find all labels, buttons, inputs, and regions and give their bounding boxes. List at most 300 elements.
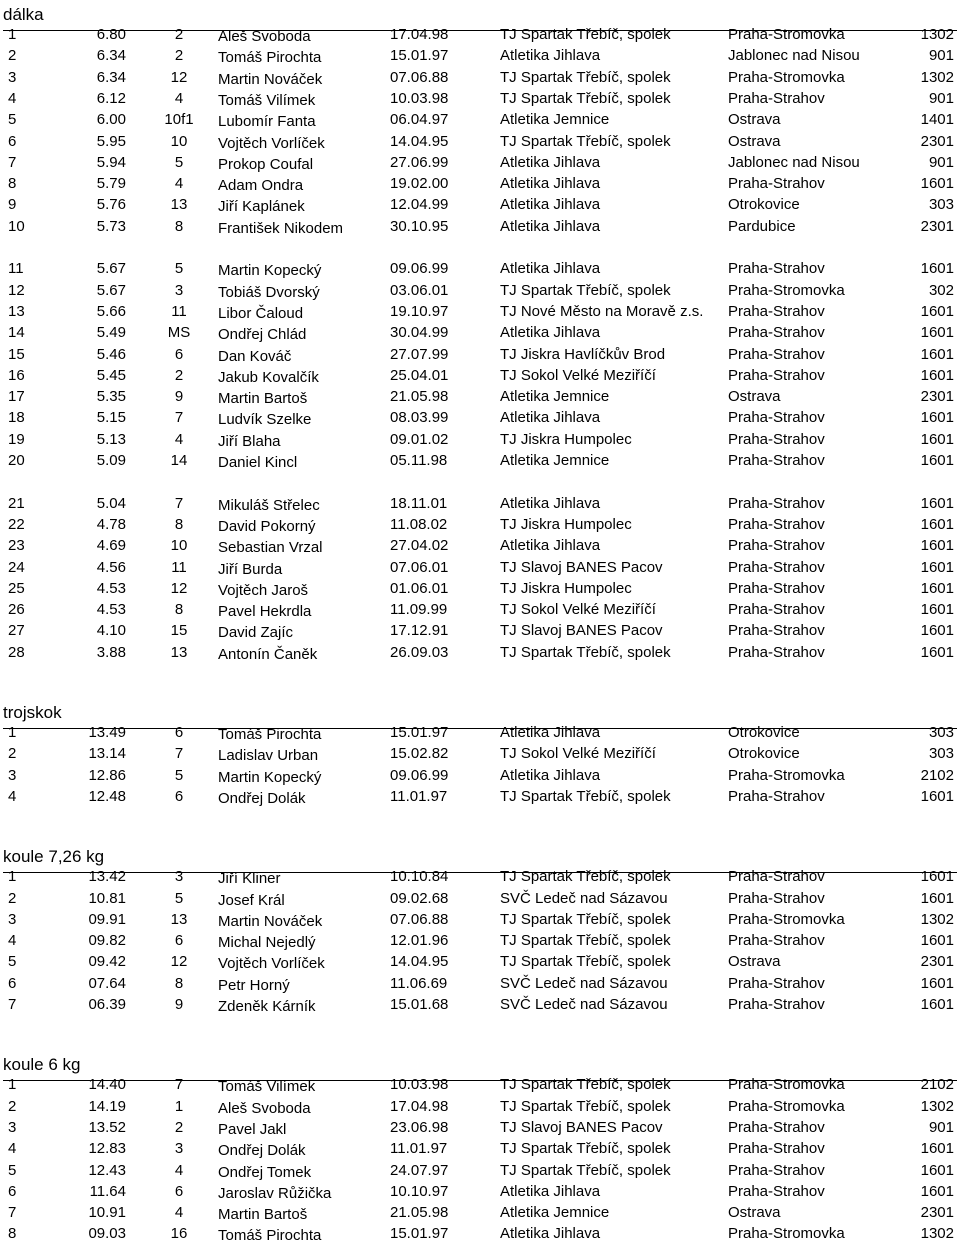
venue-cell: Praha-Strahov [728, 579, 825, 597]
points-cell: 1601 [920, 175, 954, 193]
venue-cell: Praha-Strahov [728, 1161, 825, 1179]
table-row [0, 909, 960, 930]
table-row [0, 1138, 960, 1159]
athlete-name-cell: František Nikodem [218, 219, 344, 237]
points-cell: 1601 [920, 324, 954, 342]
rank-cell: 5 [8, 953, 17, 971]
birth-date-cell: 30.04.99 [390, 324, 449, 342]
table-row [0, 45, 960, 66]
birth-date-cell: 10.10.84 [390, 868, 449, 886]
rank-cell: 2 [8, 47, 17, 65]
club-cell: TJ Spartak Třebíč, spolek [500, 868, 671, 886]
birth-date-cell: 21.05.98 [390, 1204, 449, 1222]
venue-cell: Praha-Strahov [728, 601, 825, 619]
birth-date-cell: 21.05.98 [390, 388, 449, 406]
birth-date-cell: 07.06.88 [390, 68, 449, 86]
venue-cell: Ostrava [728, 388, 781, 406]
venue-cell: Ostrava [728, 132, 781, 150]
venue-cell: Praha-Strahov [728, 787, 825, 805]
venue-cell: Praha-Stromovka [728, 68, 845, 86]
result-cell: 5.67 [96, 281, 126, 299]
birth-date-cell: 26.09.03 [390, 643, 449, 661]
birth-date-cell: 17.12.91 [390, 622, 449, 640]
birth-date-cell: 27.06.99 [390, 153, 449, 171]
points-cell: 2301 [920, 1204, 954, 1222]
venue-cell: Jablonec nad Nisou [728, 153, 860, 171]
bib-cell: 6 [174, 1182, 184, 1200]
birth-date-cell: 14.04.95 [390, 132, 449, 150]
bib-cell: 7 [174, 1076, 184, 1094]
birth-date-cell: 15.01.97 [390, 724, 449, 741]
bib-cell: 7 [174, 745, 184, 763]
result-cell: 12.48 [88, 787, 126, 805]
birth-date-cell: 06.04.97 [390, 111, 449, 129]
rank-cell: 12 [8, 281, 25, 299]
table-row [0, 535, 960, 556]
club-cell: SVČ Ledeč nad Sázavou [500, 996, 668, 1013]
points-cell: 1601 [920, 1182, 954, 1200]
points-cell: 1601 [920, 558, 954, 576]
venue-cell: Praha-Stromovka [728, 1076, 845, 1094]
points-cell: 1601 [920, 1161, 954, 1179]
athlete-name-cell: Zdeněk Kárník [218, 998, 316, 1015]
club-cell: Atletika Jemnice [500, 388, 610, 406]
birth-date-cell: 05.11.98 [390, 452, 448, 469]
athlete-name-cell: Michal Nejedlý [218, 934, 316, 952]
birth-date-cell: 30.10.95 [390, 217, 449, 235]
venue-cell: Praha-Stromovka [728, 766, 845, 784]
section-title: koule 6 kg [3, 1050, 957, 1081]
bib-cell: 12 [170, 68, 188, 86]
bib-cell: 5 [174, 766, 184, 784]
table-row [0, 994, 960, 1015]
rank-cell: 4 [8, 89, 17, 107]
result-cell: 5.04 [96, 494, 126, 512]
birth-date-cell: 15.01.97 [390, 1225, 449, 1243]
venue-cell: Praha-Strahov [728, 996, 825, 1013]
club-cell: TJ Jiskra Humpolec [500, 430, 632, 448]
athlete-name-cell: Martin Nováček [218, 912, 323, 930]
table-row [0, 429, 960, 450]
birth-date-cell: 11.06.69 [390, 974, 448, 992]
rank-cell: 16 [8, 366, 25, 384]
rank-cell: 3 [8, 1118, 17, 1136]
points-cell: 1601 [920, 974, 954, 992]
birth-date-cell: 19.10.97 [390, 302, 449, 320]
rank-cell: 3 [8, 910, 17, 928]
bib-cell: MS [167, 324, 191, 342]
points-cell: 1601 [920, 932, 954, 950]
club-cell: TJ Jiskra Humpolec [500, 515, 632, 533]
table-row [0, 557, 960, 578]
bib-cell: 4 [174, 430, 184, 448]
venue-cell: Praha-Strahov [728, 889, 825, 907]
birth-date-cell: 23.06.98 [390, 1118, 449, 1136]
result-cell: 10.81 [88, 889, 126, 907]
athlete-name-cell: Ondřej Tomek [218, 1163, 312, 1181]
venue-cell: Praha-Strahov [728, 409, 825, 427]
table-row [0, 365, 960, 386]
venue-cell: Praha-Strahov [728, 622, 825, 640]
result-cell: 6.80 [96, 26, 126, 43]
birth-date-cell: 10.10.97 [390, 1182, 449, 1200]
table-row [0, 1117, 960, 1138]
rank-cell: 15 [8, 345, 25, 363]
athlete-name-cell: Martin Bartoš [218, 1206, 308, 1224]
athlete-name-cell: Ondřej Dolák [218, 789, 306, 807]
table-row [0, 280, 960, 301]
result-cell: 5.13 [96, 430, 126, 448]
table-row [0, 514, 960, 535]
table-row [0, 743, 960, 764]
result-cell: 4.53 [96, 601, 126, 619]
venue-cell: Praha-Strahov [728, 366, 825, 384]
bib-cell: 7 [174, 409, 184, 427]
points-cell: 1601 [920, 494, 954, 512]
points-cell: 1601 [920, 260, 954, 278]
athlete-name-cell: Vojtěch Jaroš [218, 581, 309, 599]
table-row [0, 344, 960, 365]
result-cell: 07.64 [88, 974, 126, 992]
points-cell: 1601 [920, 579, 954, 597]
athlete-name-cell: Martin Bartoš [218, 390, 308, 408]
club-cell: TJ Nové Město na Moravě z.s. [500, 302, 704, 320]
rank-cell: 21 [8, 494, 25, 512]
section-title: dálka [3, 0, 957, 31]
result-cell: 13.42 [88, 868, 126, 886]
club-cell: TJ Spartak Třebíč, spolek [500, 643, 671, 661]
points-cell: 901 [928, 47, 954, 65]
rank-cell: 6 [8, 974, 17, 992]
result-cell: 4.53 [96, 579, 126, 597]
rank-cell: 1 [8, 26, 17, 43]
venue-cell: Ostrava [728, 1204, 781, 1222]
result-cell: 09.03 [88, 1225, 126, 1243]
result-cell: 6.34 [96, 47, 126, 65]
bib-cell: 1 [174, 1097, 184, 1115]
bib-cell: 3 [174, 868, 184, 886]
result-cell: 5.45 [96, 366, 126, 384]
club-cell: TJ Spartak Třebíč, spolek [500, 910, 671, 928]
birth-date-cell: 09.02.68 [390, 889, 449, 907]
table-row [0, 1074, 960, 1095]
athlete-name-cell: Lubomír Fanta [218, 113, 316, 131]
rank-cell: 1 [8, 868, 17, 886]
bib-cell: 8 [174, 601, 184, 619]
venue-cell: Praha-Strahov [728, 515, 825, 533]
bib-cell: 13 [170, 643, 188, 661]
birth-date-cell: 25.04.01 [390, 366, 449, 384]
venue-cell: Ostrava [728, 111, 781, 129]
bib-cell: 4 [174, 1161, 184, 1179]
table-row [0, 24, 960, 45]
bib-cell: 11 [171, 558, 187, 576]
athlete-name-cell: Vojtěch Vorlíček [218, 955, 325, 973]
rank-cell: 6 [8, 1182, 17, 1200]
club-cell: Atletika Jihlava [500, 1182, 601, 1200]
venue-cell: Ostrava [728, 953, 781, 971]
club-cell: Atletika Jihlava [500, 1225, 601, 1243]
athlete-name-cell: Tomáš Pirochta [218, 49, 322, 67]
bib-cell: 11 [171, 302, 187, 320]
points-cell: 1601 [920, 452, 954, 469]
birth-date-cell: 09.06.99 [390, 260, 449, 278]
result-cell: 5.66 [96, 302, 126, 320]
points-cell: 1601 [920, 601, 954, 619]
rank-cell: 25 [8, 579, 25, 597]
venue-cell: Praha-Strahov [728, 89, 825, 107]
bib-cell: 3 [174, 281, 184, 299]
table-row [0, 1202, 960, 1223]
venue-cell: Praha-Strahov [728, 324, 825, 342]
table-row [0, 1160, 960, 1181]
birth-date-cell: 17.04.98 [390, 26, 449, 43]
table-row [0, 407, 960, 428]
club-cell: TJ Spartak Třebíč, spolek [500, 281, 671, 299]
club-cell: SVČ Ledeč nad Sázavou [500, 889, 668, 907]
table-row [0, 216, 960, 237]
athlete-name-cell: Sebastian Vrzal [218, 539, 323, 557]
birth-date-cell: 15.02.82 [390, 745, 449, 763]
birth-date-cell: 27.07.99 [390, 345, 449, 363]
athlete-name-cell: Tomáš Pirochta [218, 726, 322, 743]
athlete-name-cell: Pavel Jakl [218, 1120, 287, 1138]
result-cell: 5.95 [96, 132, 126, 150]
result-cell: 12.43 [88, 1161, 126, 1179]
table-row [0, 88, 960, 109]
rank-cell: 14 [8, 324, 25, 342]
birth-date-cell: 10.03.98 [390, 1076, 449, 1094]
club-cell: Atletika Jihlava [500, 494, 601, 512]
table-row [0, 1181, 960, 1202]
club-cell: TJ Sokol Velké Meziříčí [500, 745, 656, 763]
table-row [0, 301, 960, 322]
bib-cell: 5 [174, 260, 184, 278]
rank-cell: 20 [8, 452, 25, 469]
athlete-name-cell: Ludvík Szelke [218, 411, 312, 429]
result-cell: 4.69 [96, 537, 126, 555]
result-cell: 6.00 [96, 111, 126, 129]
athlete-name-cell: Prokop Coufal [218, 155, 314, 173]
table-row [0, 450, 960, 471]
rank-cell: 1 [8, 1076, 17, 1094]
table-row [0, 722, 960, 743]
table-row [0, 930, 960, 951]
birth-date-cell: 19.02.00 [390, 175, 449, 193]
rank-cell: 3 [8, 68, 17, 86]
result-cell: 6.34 [96, 68, 126, 86]
result-cell: 5.94 [96, 153, 126, 171]
rank-cell: 19 [8, 430, 25, 448]
club-cell: Atletika Jihlava [500, 196, 601, 214]
venue-cell: Otrokovice [728, 724, 800, 741]
club-cell: TJ Sokol Velké Meziříčí [500, 601, 656, 619]
club-cell: TJ Spartak Třebíč, spolek [500, 89, 671, 107]
table-row [0, 888, 960, 909]
result-cell: 5.15 [96, 409, 126, 427]
club-cell: Atletika Jihlava [500, 324, 601, 342]
club-cell: Atletika Jihlava [500, 175, 601, 193]
points-cell: 1601 [920, 643, 954, 661]
birth-date-cell: 07.06.88 [390, 910, 449, 928]
birth-date-cell: 08.03.99 [390, 409, 449, 427]
bib-cell: 5 [174, 889, 184, 907]
points-cell: 1601 [920, 430, 954, 448]
table-row [0, 322, 960, 343]
result-cell: 12.83 [88, 1140, 126, 1158]
result-cell: 09.91 [88, 910, 126, 928]
club-cell: Atletika Jihlava [500, 409, 601, 427]
points-cell: 1601 [920, 787, 954, 805]
club-cell: TJ Slavoj BANES Pacov [500, 1118, 663, 1136]
bib-cell: 5 [174, 153, 184, 171]
athlete-name-cell: Pavel Hekrdla [218, 603, 312, 621]
bib-cell: 6 [174, 345, 184, 363]
result-cell: 5.67 [96, 260, 126, 278]
rank-cell: 8 [8, 1225, 17, 1243]
venue-cell: Praha-Stromovka [728, 281, 845, 299]
club-cell: TJ Spartak Třebíč, spolek [500, 953, 671, 971]
birth-date-cell: 03.06.01 [390, 281, 449, 299]
bib-cell: 4 [174, 1204, 184, 1222]
birth-date-cell: 15.01.97 [390, 47, 449, 65]
rank-cell: 18 [8, 409, 25, 427]
table-row [0, 152, 960, 173]
venue-cell: Praha-Strahov [728, 558, 825, 576]
result-cell: 4.10 [96, 622, 126, 640]
rank-cell: 2 [8, 1097, 17, 1115]
table-row [0, 194, 960, 215]
venue-cell: Praha-Strahov [728, 430, 825, 448]
birth-date-cell: 17.04.98 [390, 1097, 449, 1115]
athlete-name-cell: Ladislav Urban [218, 747, 319, 765]
points-cell: 1302 [920, 910, 954, 928]
points-cell: 303 [928, 724, 954, 741]
athlete-name-cell: Libor Čaloud [218, 304, 304, 322]
birth-date-cell: 11.08.02 [390, 515, 448, 533]
venue-cell: Pardubice [728, 217, 796, 235]
club-cell: Atletika Jemnice [500, 111, 610, 129]
table-row [0, 109, 960, 130]
result-cell: 09.82 [88, 932, 126, 950]
venue-cell: Praha-Stromovka [728, 26, 845, 43]
bib-cell: 12 [170, 579, 188, 597]
athlete-name-cell: David Pokorný [218, 517, 316, 535]
club-cell: Atletika Jihlava [500, 537, 601, 555]
rank-cell: 24 [8, 558, 25, 576]
club-cell: TJ Spartak Třebíč, spolek [500, 787, 671, 805]
athlete-name-cell: Ondřej Dolák [218, 1142, 306, 1160]
rank-cell: 10 [8, 217, 25, 235]
venue-cell: Praha-Strahov [728, 494, 825, 512]
birth-date-cell: 12.01.96 [390, 932, 449, 950]
points-cell: 2301 [920, 132, 954, 150]
rank-cell: 4 [8, 787, 17, 805]
rank-cell: 4 [8, 1140, 17, 1158]
venue-cell: Praha-Strahov [728, 1140, 825, 1158]
bib-cell: 2 [174, 1118, 184, 1136]
athlete-name-cell: Aleš Svoboda [218, 28, 311, 45]
result-cell: 3.88 [96, 643, 126, 661]
club-cell: TJ Spartak Třebíč, spolek [500, 1161, 671, 1179]
athlete-name-cell: Jiří Blaha [218, 432, 281, 450]
venue-cell: Praha-Strahov [728, 643, 825, 661]
table-row [0, 599, 960, 620]
table-row [0, 493, 960, 514]
points-cell: 901 [928, 153, 954, 171]
bib-cell: 10f1 [164, 111, 194, 129]
club-cell: TJ Jiskra Havlíčkův Brod [500, 345, 666, 363]
birth-date-cell: 11.09.99 [390, 601, 448, 619]
table-row [0, 1096, 960, 1117]
result-cell: 4.78 [96, 515, 126, 533]
venue-cell: Praha-Strahov [728, 1182, 825, 1200]
result-cell: 5.46 [96, 345, 126, 363]
club-cell: TJ Spartak Třebíč, spolek [500, 26, 671, 43]
points-cell: 1401 [920, 111, 954, 129]
result-cell: 14.19 [88, 1097, 126, 1115]
bib-cell: 2 [174, 366, 184, 384]
result-cell: 4.56 [96, 558, 126, 576]
athlete-name-cell: Adam Ondra [218, 177, 304, 195]
result-cell: 13.49 [88, 724, 126, 741]
athlete-name-cell: Aleš Svoboda [218, 1099, 311, 1117]
club-cell: Atletika Jihlava [500, 766, 601, 784]
bib-cell: 12 [170, 953, 188, 971]
venue-cell: Praha-Strahov [728, 302, 825, 320]
result-cell: 09.42 [88, 953, 126, 971]
birth-date-cell: 24.07.97 [390, 1161, 449, 1179]
table-row [0, 786, 960, 807]
rank-cell: 28 [8, 643, 25, 661]
venue-cell: Praha-Strahov [728, 868, 825, 886]
points-cell: 1601 [920, 302, 954, 320]
club-cell: Atletika Jihlava [500, 724, 601, 741]
bib-cell: 2 [174, 26, 184, 43]
venue-cell: Praha-Strahov [728, 1118, 825, 1136]
club-cell: TJ Spartak Třebíč, spolek [500, 932, 671, 950]
points-cell: 1601 [920, 889, 954, 907]
rank-cell: 8 [8, 175, 17, 193]
birth-date-cell: 07.06.01 [390, 558, 449, 576]
bib-cell: 15 [170, 622, 188, 640]
bib-cell: 6 [174, 787, 184, 805]
rank-cell: 5 [8, 1161, 17, 1179]
bib-cell: 4 [174, 175, 184, 193]
table-row [0, 642, 960, 663]
bib-cell: 6 [174, 724, 184, 741]
bib-cell: 16 [170, 1225, 188, 1243]
rank-cell: 9 [8, 196, 17, 214]
table-row [0, 131, 960, 152]
bib-cell: 8 [174, 217, 184, 235]
venue-cell: Praha-Stromovka [728, 1097, 845, 1115]
bib-cell: 13 [170, 910, 188, 928]
bib-cell: 9 [174, 996, 184, 1013]
result-cell: 5.09 [96, 452, 126, 469]
table-row [0, 866, 960, 887]
venue-cell: Jablonec nad Nisou [728, 47, 860, 65]
rank-cell: 5 [8, 111, 17, 129]
rank-cell: 3 [8, 766, 17, 784]
athlete-name-cell: Ondřej Chlád [218, 326, 307, 344]
athlete-name-cell: Martin Nováček [218, 70, 323, 88]
club-cell: TJ Slavoj BANES Pacov [500, 622, 663, 640]
athlete-name-cell: Vojtěch Vorlíček [218, 134, 325, 152]
result-cell: 12.86 [88, 766, 126, 784]
points-cell: 1601 [920, 622, 954, 640]
birth-date-cell: 14.04.95 [390, 953, 449, 971]
